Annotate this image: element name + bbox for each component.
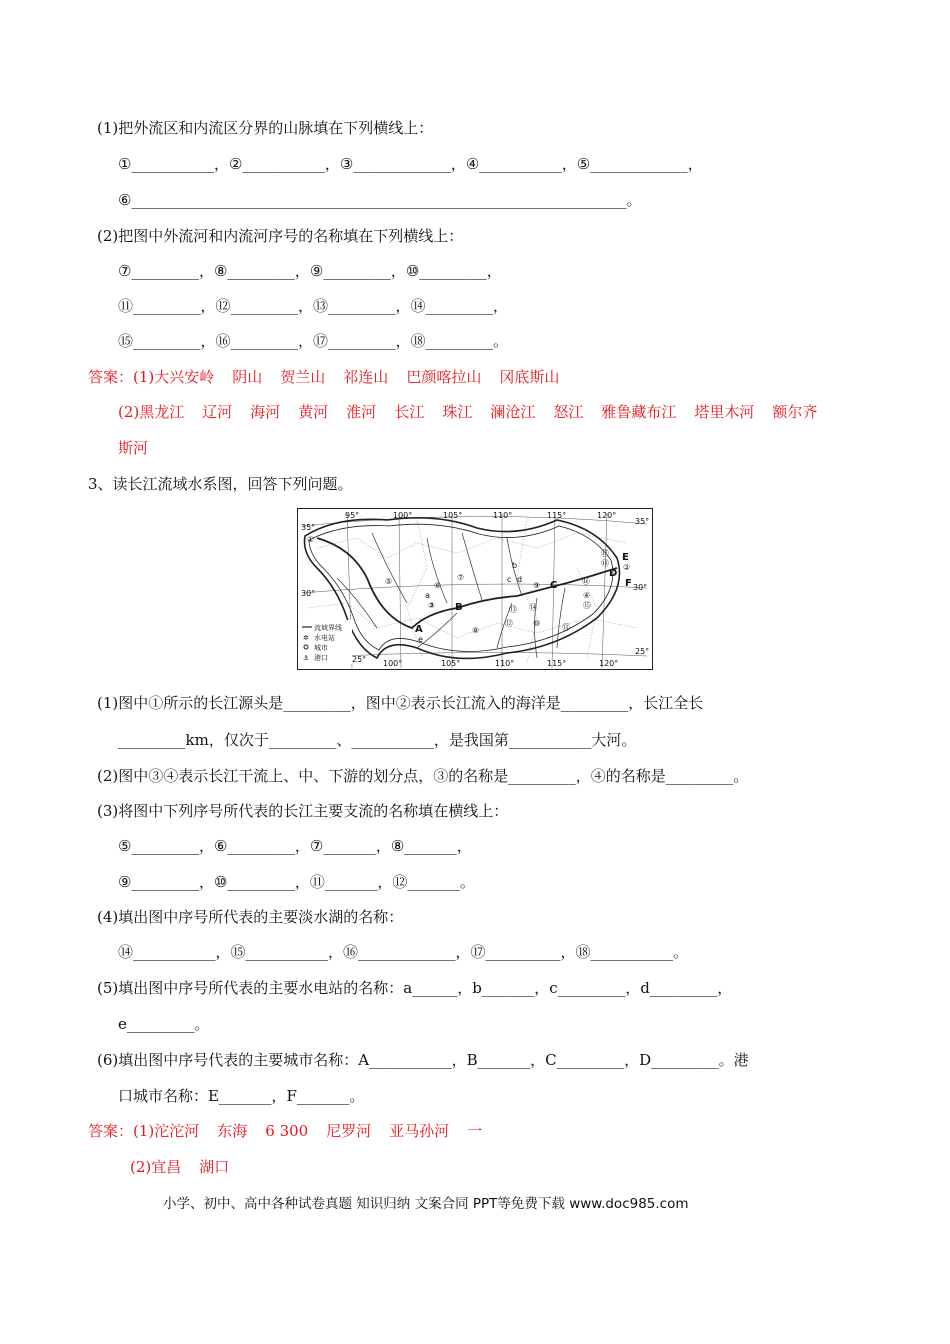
answer-item: 阴山: [232, 368, 263, 386]
answer-item: 辽河: [202, 403, 233, 421]
lon-label: 120°: [599, 659, 619, 668]
marker-label: ⑦: [457, 573, 465, 582]
q3-part5-line2: e_________。: [118, 1015, 210, 1033]
marker-label: ⑭: [529, 603, 537, 612]
q3-part6-line2: 口城市名称：E_______，F_______。: [118, 1087, 365, 1105]
answer-item: 东海: [217, 1122, 248, 1140]
answer-item: 贺兰山: [280, 368, 326, 386]
lat-label: 35°: [635, 517, 650, 526]
q2-answer-row2: [118, 401, 817, 422]
q3-part1-line1: (1)图中①所示的长江源头是_________，图中②表示长江流入的海洋是_________，长江全长: [97, 694, 704, 712]
lat-label: 25°: [352, 655, 367, 664]
lat-label: 30°: [633, 583, 648, 592]
answer-item: 澜沧江: [490, 403, 536, 421]
q2-part2-blanks-row3: ⑮_________，⑯_________，⑰_________，⑱_________。: [118, 332, 509, 350]
q2-answer-continuation: 斯河: [118, 439, 149, 457]
legend-item: 港口: [314, 654, 328, 662]
city-label: B: [455, 602, 463, 613]
answer-item: 雅鲁藏布江: [601, 403, 677, 421]
legend-item: 城市: [314, 644, 328, 652]
marker-label: ⑬: [509, 605, 517, 614]
lon-label: 115°: [547, 511, 567, 520]
answer-item: 长江: [394, 403, 425, 421]
q2-part2-blanks-row2: ⑪_________，⑫_________，⑬_________，⑭_________，: [118, 297, 509, 315]
q3-answer-row2: [130, 1156, 247, 1177]
station-label: d: [517, 575, 523, 584]
city-label: E: [622, 552, 629, 563]
station-label: a: [425, 591, 430, 600]
q3-part3-blanks-row1: ⑤_________，⑥_________，⑦_______，⑧_______，: [118, 837, 472, 855]
answer-item: 海河: [250, 403, 281, 421]
q3-part1-line2: _________km，仅次于_________、___________，是我国第___________大河。: [118, 731, 637, 749]
q3-part5-line1: (5)填出图中序号所代表的主要水电站的名称：a______，b_______，c_________，d_________，: [97, 979, 733, 997]
hydropower-icon: ✲: [303, 634, 309, 642]
legend-item: 流域界线: [314, 624, 342, 632]
marker-label: ⑩: [533, 619, 541, 628]
q3-part4-blanks: ⑭___________，⑮___________，⑯_____________，⑰__________，⑱___________。: [118, 943, 689, 961]
lat-label: 25°: [635, 647, 650, 656]
lon-label: 95°: [345, 511, 360, 520]
q2-part1-blanks-row2: ⑥__________________________________________________________________。: [118, 191, 642, 209]
marker-label: ⑱: [601, 559, 609, 568]
answer-item: 湖口: [199, 1158, 230, 1176]
lon-label: 105°: [441, 659, 461, 668]
lat-label: 30°: [301, 589, 316, 598]
footer-banner: 小学、初中、高中各种试卷真题 知识归纳 文案合同 PPT等免费下载 www.doc985.com: [163, 1196, 689, 1212]
station-label: c: [507, 575, 512, 584]
lon-label: 100°: [393, 511, 413, 520]
city-label: D: [609, 568, 618, 579]
station-label: e: [418, 635, 423, 644]
answer-item: 尼罗河: [326, 1122, 372, 1140]
lon-label: 120°: [597, 511, 617, 520]
answer-item: 亚马孙河: [389, 1122, 450, 1140]
answer-item: 祁连山: [343, 368, 389, 386]
lat-label: 35°: [301, 523, 316, 532]
answer-item: (2)宜昌: [130, 1158, 182, 1176]
lon-label: 110°: [493, 511, 513, 520]
answer-label: 答案：: [88, 368, 134, 386]
answer-item: 巴颜喀拉山: [406, 368, 482, 386]
q3-part3-blanks-row2: ⑨_________，⑩_________，⑪_______，⑫_______。: [118, 873, 475, 891]
answer-item: (1)沱沱河: [133, 1122, 200, 1140]
lon-label: 100°: [383, 659, 403, 668]
station-label: b: [512, 561, 518, 570]
city-label: C: [550, 580, 558, 591]
yangtze-basin-map: [297, 508, 653, 670]
marker-label: ⑪: [562, 623, 570, 632]
marker-label: ⑨: [533, 581, 541, 590]
q3-answer-row1: [88, 1120, 500, 1141]
marker-label: ⑥: [434, 581, 442, 590]
q3-part3-prompt: (3)将图中下列序号所代表的长江主要支流的名称填在横线上：: [97, 802, 509, 820]
q3-title: 3、读长江流域水系图，回答下列问题。: [88, 475, 353, 493]
marker-label: ⑫: [505, 619, 513, 628]
port-icon: ⚓: [303, 654, 310, 662]
lon-label: 105°: [443, 511, 463, 520]
q3-part4-prompt: (4)填出图中序号所代表的主要淡水湖的名称：: [97, 908, 404, 926]
answer-item: 额尔齐: [772, 403, 818, 421]
city-label: F: [625, 578, 632, 589]
marker-label: ①: [307, 535, 315, 544]
answer-label: 答案：: [88, 1122, 134, 1140]
legend-item: 水电站: [314, 634, 335, 642]
map-legend: [300, 620, 352, 664]
lon-label: 110°: [495, 659, 515, 668]
answer-item: 怒江: [553, 403, 584, 421]
marker-label: ②: [623, 563, 631, 572]
q2-part1-blanks-row1: ①___________，②___________，③_____________，④___________，⑤_____________，: [118, 155, 703, 173]
answer-item: (1)大兴安岭: [133, 368, 215, 386]
marker-label: ③: [428, 601, 435, 610]
city-label: A: [415, 624, 423, 635]
marker-label: ⑤: [385, 577, 393, 586]
answer-item: (2)黑龙江: [118, 403, 185, 421]
q3-part6-line1: (6)填出图中序号代表的主要城市名称：A___________，B_______，C_________，D_________。港: [97, 1051, 749, 1069]
answer-item: 珠江: [442, 403, 473, 421]
q2-part2-blanks-row1: ⑦_________，⑧_________，⑨_________，⑩_________，: [118, 262, 502, 280]
answer-item: 淮河: [346, 403, 377, 421]
answer-item: 6 300: [265, 1122, 309, 1140]
answer-item: 冈底斯山: [499, 368, 560, 386]
q3-part2: (2)图中③④表示长江干流上、中、下游的划分点，③的名称是_________，④的名称是_________。: [97, 767, 749, 785]
q2-answer-row1: [88, 366, 577, 387]
answer-item: 一: [467, 1122, 483, 1140]
marker-label: ④: [583, 591, 591, 600]
marker-label: ⑰: [601, 549, 609, 558]
q2-part2-prompt: (2)把图中外流河和内流河序号的名称填在下列横线上：: [97, 227, 464, 245]
q2-part1-prompt: (1)把外流区和内流区分界的山脉填在下列横线上：: [97, 119, 434, 137]
answer-item: 塔里木河: [694, 403, 755, 421]
marker-label: ⑧: [472, 626, 480, 635]
lon-label: 115°: [547, 659, 567, 668]
answer-item: 黄河: [298, 403, 329, 421]
marker-label: ⑯: [582, 577, 590, 586]
marker-label: ⑮: [583, 601, 591, 610]
